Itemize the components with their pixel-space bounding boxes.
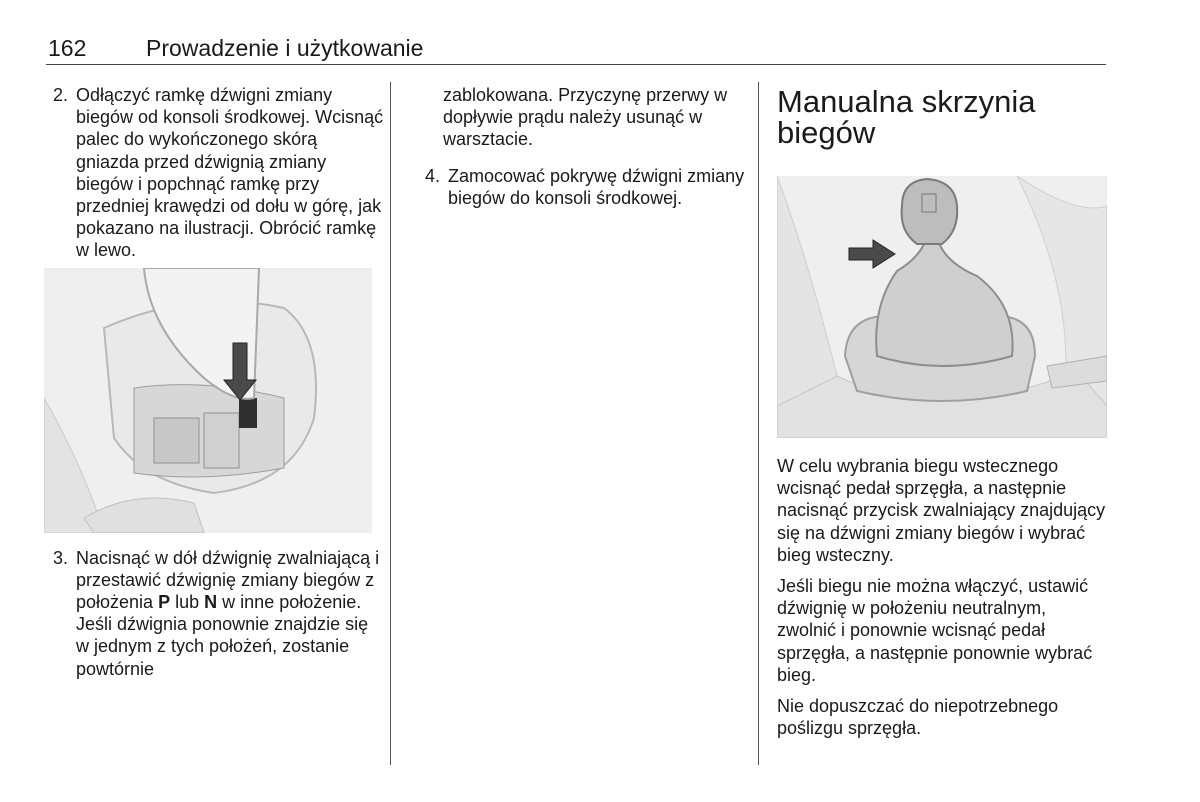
- step-text-a: Nacisnąć w dół dźwignię zwalniającą i przestawić dźwignię zmiany biegów z położenia: [76, 547, 380, 613]
- heading-line-1: Manualna skrzynia: [777, 84, 1036, 119]
- page-number: 162: [48, 35, 87, 61]
- step-number: 4.: [425, 165, 441, 186]
- column-divider-right: [758, 82, 759, 765]
- step-number: 2.: [53, 85, 69, 105]
- section-title: Prowadzenie i użytkowanie: [146, 35, 424, 61]
- gear-knob-illustration: [777, 176, 1107, 438]
- column-middle: [416, 84, 746, 209]
- position-n: N: [204, 592, 218, 613]
- column-left: [44, 84, 384, 680]
- paragraph-reverse-gear: W celu wybrania biegu wstecznego wcisnąć pedał sprzęgła, a następnie nacisnąć przycisk zwalniający znajdujący się na dźwigni zmiany biegów i wybrać bieg wsteczny.: [777, 456, 1106, 565]
- step-text: Zamocować pokrywę dźwigni zmiany biegów do konsoli środkowej.: [448, 165, 745, 208]
- step-number: 3.: [53, 547, 69, 568]
- step-3: [44, 547, 384, 680]
- step-text-b: lub: [175, 592, 200, 613]
- section-heading: [777, 84, 1109, 148]
- column-divider-left: [390, 82, 391, 765]
- position-p: P: [158, 592, 171, 613]
- step-text: Odłączyć ramkę dźwigni zmiany biegów od konsoli środkowej. Wcisnąć palec do wykończonego skórą gniazda przed dźwignią zmiany biegów i popchnąć ramkę przy przedniej krawędzi od dołu w górę, jak pokazano na ilustracji. Obrócić ramkę w lewo.: [76, 85, 384, 261]
- step-text-c: w inne położenie. Jeśli dźwignia ponownie znajdzie się w jednym z tych położeń, zostanie powtórnie: [76, 592, 369, 679]
- release-lever-illustration: [44, 268, 372, 533]
- column-right: [777, 84, 1109, 748]
- header-rule: [46, 64, 1106, 65]
- step-2: [44, 84, 384, 262]
- paragraph-gear-not-engaged: Jeśli biegu nie można włączyć, ustawić dźwignię w położeniu neutralnym, zwolnić i ponownie wcisnąć pedał sprzęgła, a następnie ponownie wybrać bieg.: [777, 576, 1093, 685]
- page-header: [46, 34, 1106, 64]
- step-3-continued: zablokowana. Przyczynę przerwy w dopływie prądu należy usunąć w warsztacie.: [443, 85, 728, 150]
- step-4: [416, 165, 746, 209]
- heading-line-2: biegów: [777, 115, 876, 150]
- paragraph-clutch-slip: Nie dopuszczać do niepotrzebnego poślizgu sprzęgła.: [777, 696, 1059, 739]
- body-text: [777, 455, 1109, 739]
